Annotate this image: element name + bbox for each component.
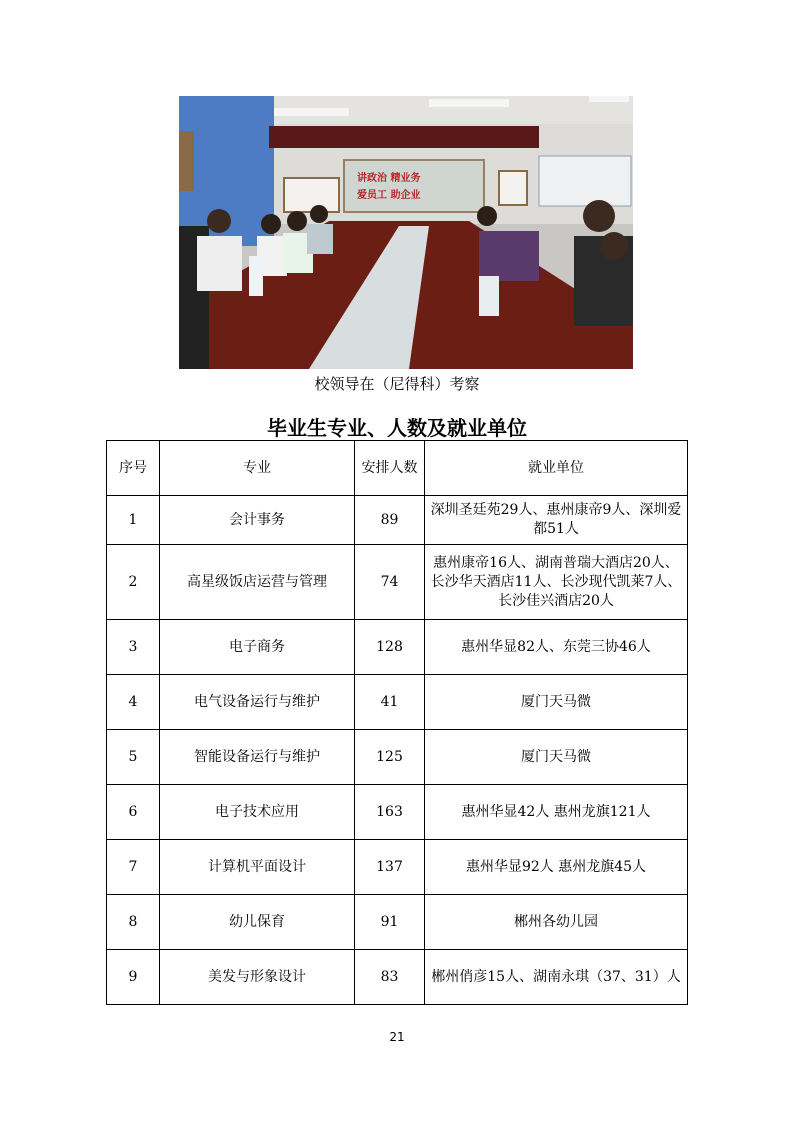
cell-employer: 深圳圣廷苑29人、惠州康帝9人、深圳爱都51人 bbox=[425, 496, 688, 545]
cell-employer: 惠州康帝16人、湖南普瑞大酒店20人、长沙华天酒店11人、长沙现代凯莱7人、长沙佳兴酒店20人 bbox=[425, 545, 688, 620]
cell-no: 4 bbox=[107, 675, 160, 730]
cell-count: 41 bbox=[355, 675, 425, 730]
cell-count: 137 bbox=[355, 840, 425, 895]
cell-no: 5 bbox=[107, 730, 160, 785]
table-title: 毕业生专业、人数及就业单位 bbox=[267, 416, 527, 440]
table-row bbox=[107, 785, 688, 840]
table-row bbox=[107, 675, 688, 730]
photo-caption: 校领导在（尼得科）考察 bbox=[314, 375, 480, 393]
cell-employer: 惠州华显92人 惠州龙旗45人 bbox=[425, 840, 688, 895]
cell-count: 163 bbox=[355, 785, 425, 840]
cell-no: 7 bbox=[107, 840, 160, 895]
cell-employer: 厦门天马微 bbox=[425, 675, 688, 730]
table-row bbox=[107, 496, 688, 545]
cell-major: 电气设备运行与维护 bbox=[160, 675, 355, 730]
cell-employer: 惠州华显82人、东莞三协46人 bbox=[425, 620, 688, 675]
cell-no: 6 bbox=[107, 785, 160, 840]
table-row bbox=[107, 730, 688, 785]
header-employer: 就业单位 bbox=[425, 441, 688, 496]
table-row bbox=[107, 545, 688, 620]
cell-major: 电子技术应用 bbox=[160, 785, 355, 840]
header-no: 序号 bbox=[107, 441, 160, 496]
cell-count: 125 bbox=[355, 730, 425, 785]
cell-major: 会计事务 bbox=[160, 496, 355, 545]
cell-count: 74 bbox=[355, 545, 425, 620]
cell-count: 128 bbox=[355, 620, 425, 675]
page-number: 21 bbox=[389, 1030, 405, 1044]
cell-major: 幼儿保育 bbox=[160, 895, 355, 950]
cell-major: 智能设备运行与维护 bbox=[160, 730, 355, 785]
cell-major: 高星级饭店运营与管理 bbox=[160, 545, 355, 620]
cell-no: 3 bbox=[107, 620, 160, 675]
cell-count: 91 bbox=[355, 895, 425, 950]
wall-slogan-line2: 爱员工 助企业 bbox=[357, 190, 421, 201]
cell-no: 8 bbox=[107, 895, 160, 950]
cell-employer: 惠州华显42人 惠州龙旗121人 bbox=[425, 785, 688, 840]
table-header-row bbox=[107, 441, 688, 496]
cell-count: 89 bbox=[355, 496, 425, 545]
table-row bbox=[107, 840, 688, 895]
cell-employer: 郴州俏彦15人、湖南永琪（37、31）人 bbox=[425, 950, 688, 1005]
cell-employer: 厦门天马微 bbox=[425, 730, 688, 785]
cell-no: 1 bbox=[107, 496, 160, 545]
wall-slogan-line1: 讲政治 精业务 bbox=[357, 173, 421, 184]
header-major: 专业 bbox=[160, 441, 355, 496]
cell-count: 83 bbox=[355, 950, 425, 1005]
meeting-photo bbox=[179, 96, 633, 369]
cell-major: 美发与形象设计 bbox=[160, 950, 355, 1005]
cell-employer: 郴州各幼儿园 bbox=[425, 895, 688, 950]
cell-major: 计算机平面设计 bbox=[160, 840, 355, 895]
cell-no: 2 bbox=[107, 545, 160, 620]
header-count: 安排人数 bbox=[355, 441, 425, 496]
table-row bbox=[107, 620, 688, 675]
table-row bbox=[107, 950, 688, 1005]
cell-no: 9 bbox=[107, 950, 160, 1005]
table-row bbox=[107, 895, 688, 950]
cell-major: 电子商务 bbox=[160, 620, 355, 675]
graduate-table bbox=[106, 440, 688, 1005]
